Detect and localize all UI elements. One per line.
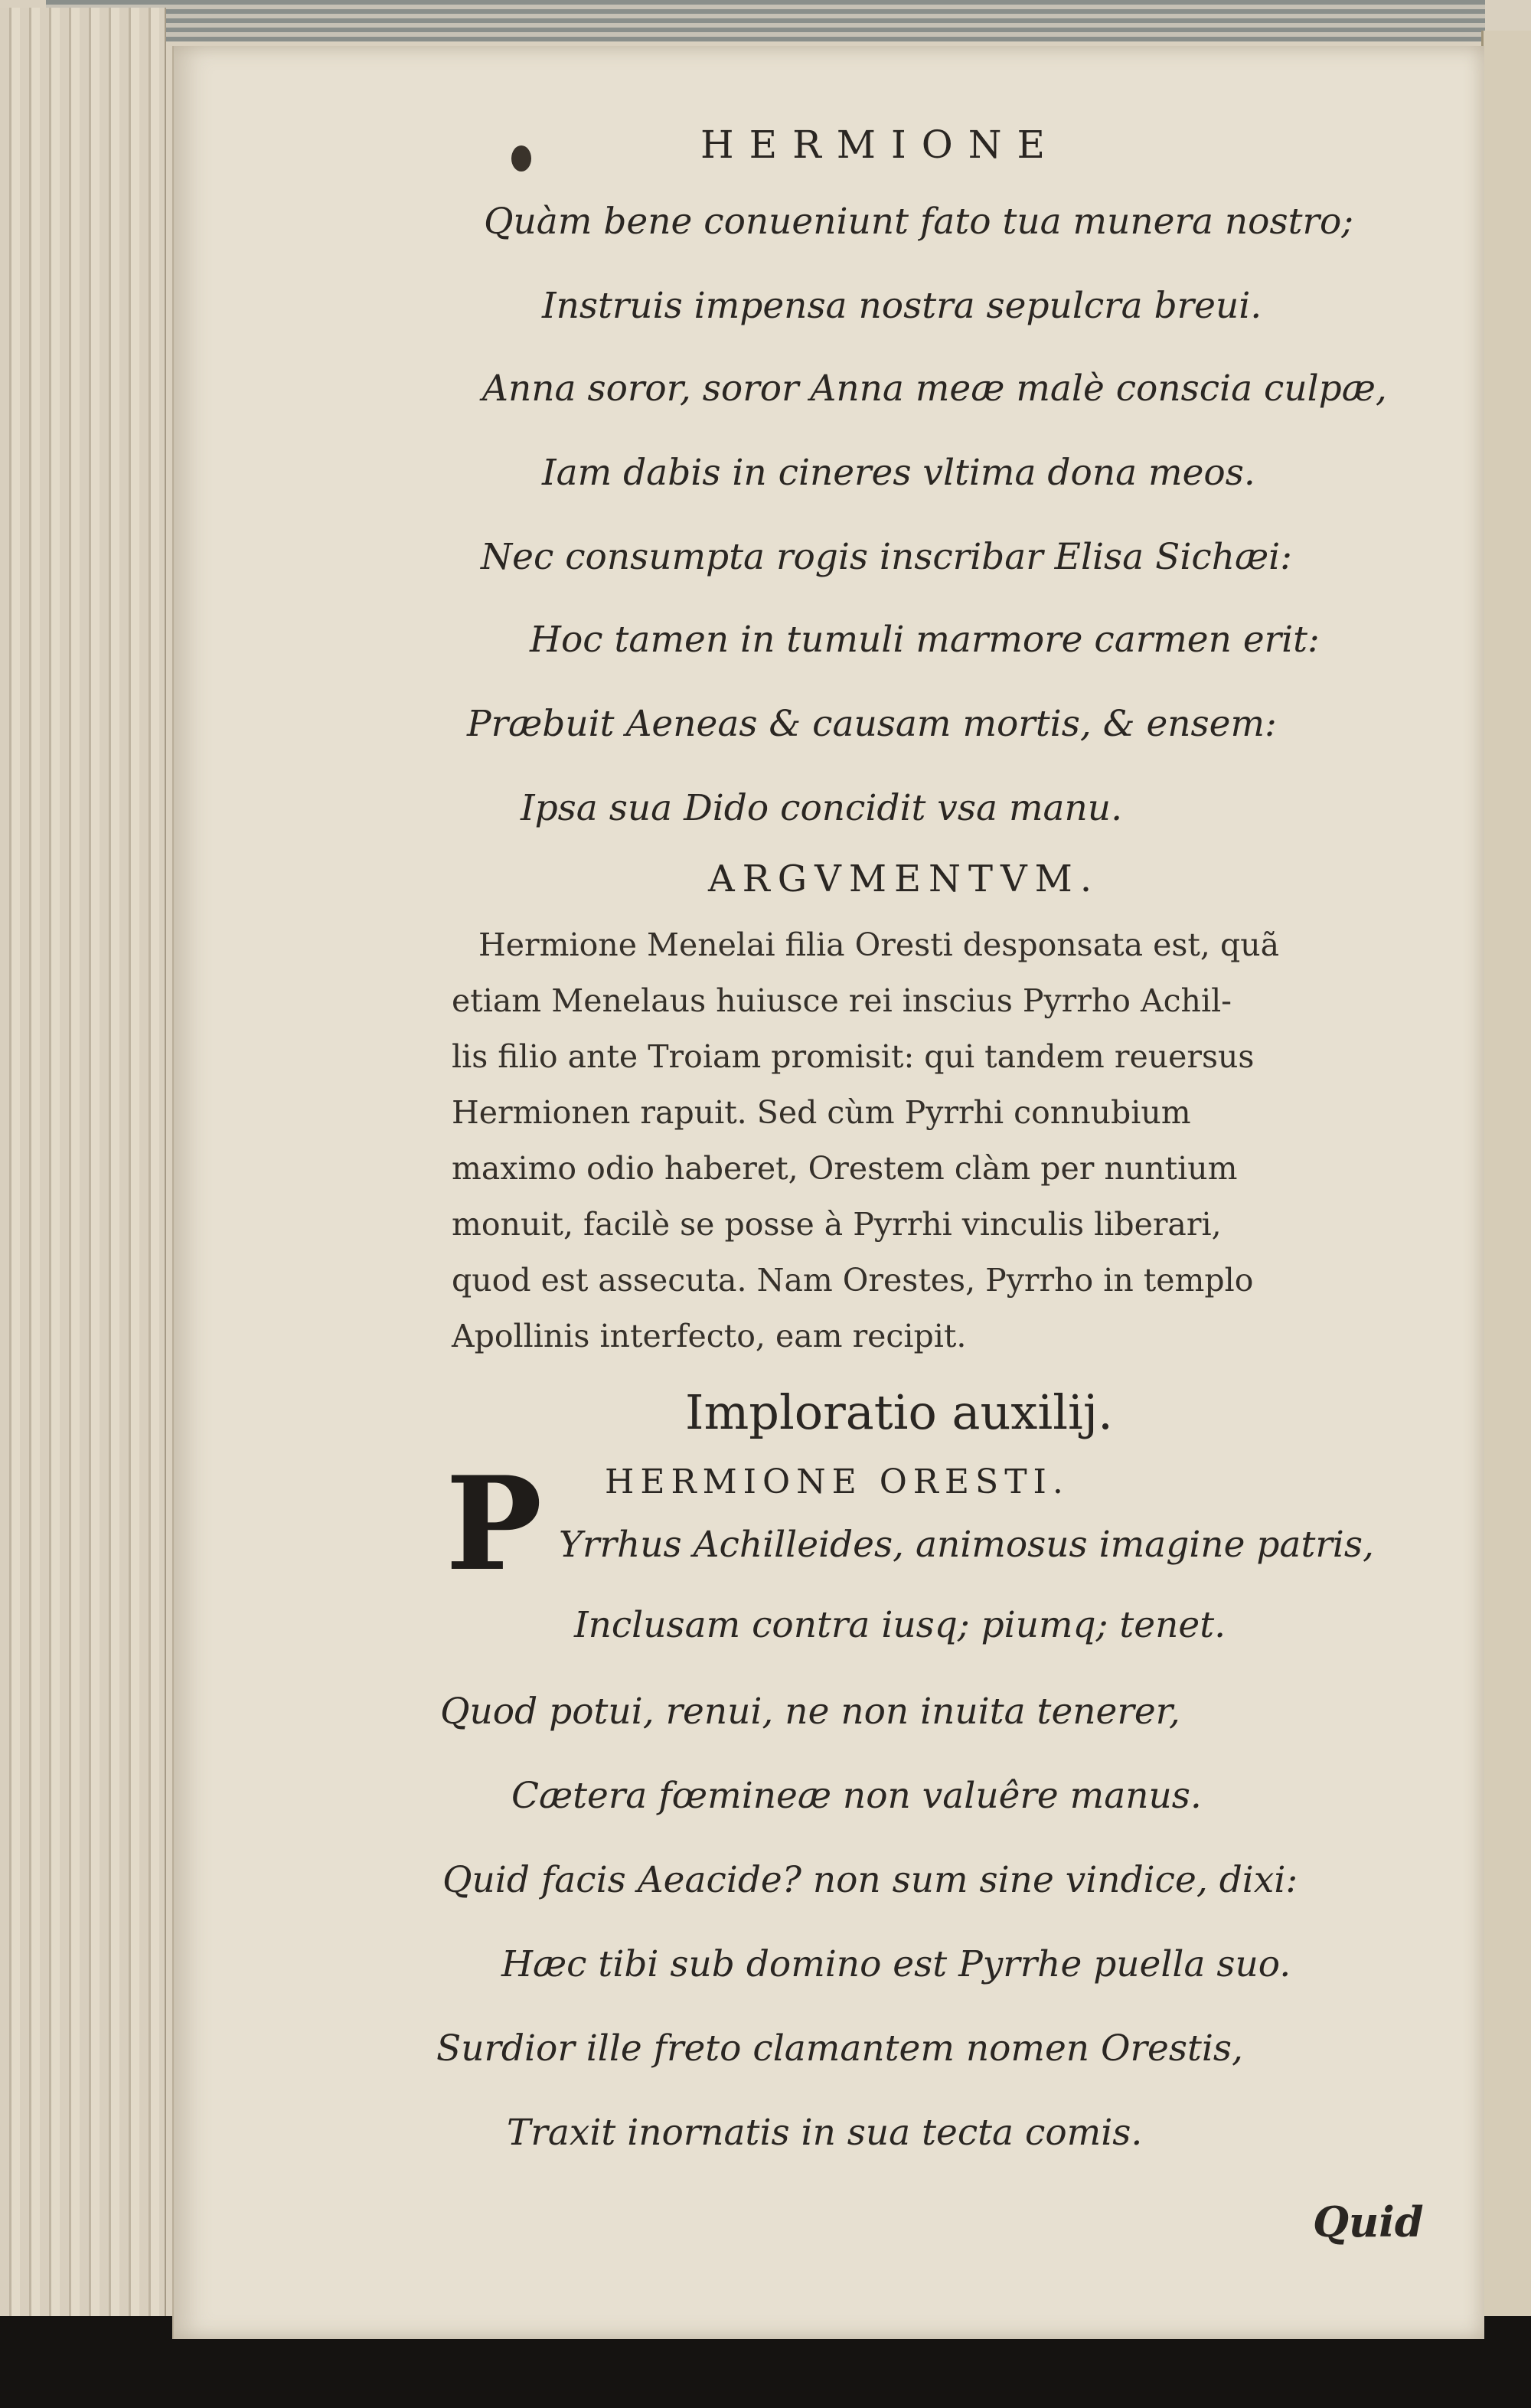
epistle-subtitle: Imploratio auxilij. bbox=[685, 1384, 1113, 1440]
drop-cap: P bbox=[446, 1448, 543, 1599]
poem-line: Quod potui, renui, ne non inuita tenerer, bbox=[440, 1691, 1180, 1733]
catchword: Quid bbox=[1313, 2197, 1424, 2246]
page-stack-left bbox=[0, 8, 166, 2328]
poem-line: Hæc tibi sub domino est Pyrrhe puella suo. bbox=[501, 1943, 1291, 1985]
argument-line: quod est assecuta. Nam Orestes, Pyrrho in templo bbox=[452, 1262, 1254, 1299]
poem-line: Cætera fœmineæ non valuêre manus. bbox=[511, 1775, 1202, 1817]
poem-line: Yrrhus Achilleides, animosus imagine patris, bbox=[559, 1524, 1374, 1566]
verse-line: Anna soror, soror Anna meæ malè conscia culpæ, bbox=[482, 368, 1387, 410]
argument-line: Hermionen rapuit. Sed cùm Pyrrhi connubium bbox=[452, 1094, 1191, 1131]
poem-line: Inclusam contra iusq; piumq; tenet. bbox=[574, 1604, 1226, 1646]
verse-line: Quàm bene conueniunt fato tua munera nostro; bbox=[484, 201, 1354, 243]
verse-line: Præbuit Aeneas & causam mortis, & ensem: bbox=[467, 703, 1277, 745]
verse-line: Ipsa sua Dido concidit vsa manu. bbox=[521, 787, 1123, 829]
argument-line: monuit, facilè se posse à Pyrrhi vinculis liberari, bbox=[452, 1206, 1222, 1243]
poem-line: Surdior ille freto clamantem nomen Orestis, bbox=[436, 2027, 1243, 2070]
verse-line: Iam dabis in cineres vltima dona meos. bbox=[542, 452, 1255, 494]
argument-heading: ARGVMENTVM. bbox=[708, 858, 1100, 900]
argument-line: maximo odio haberet, Orestem clàm per nuntium bbox=[452, 1150, 1238, 1187]
facing-page-edge bbox=[1481, 31, 1531, 2328]
ink-spot bbox=[511, 145, 531, 172]
running-head: HERMIONE bbox=[700, 123, 1060, 167]
verse-line: Hoc tamen in tumuli marmore carmen erit: bbox=[530, 619, 1320, 661]
epistle-speaker: HERMIONE ORESTI. bbox=[605, 1462, 1069, 1501]
argument-line: Apollinis interfecto, eam recipit. bbox=[452, 1318, 967, 1354]
verse-line: Instruis impensa nostra sepulcra breui. bbox=[542, 285, 1262, 327]
argument-line: Hermione Menelai filia Oresti desponsata est, quã bbox=[478, 926, 1280, 963]
poem-line: Quid facis Aeacide? non sum sine vindice, dixi: bbox=[442, 1859, 1298, 1901]
verse-line: Nec consumpta rogis inscribar Elisa Sichæi: bbox=[481, 536, 1293, 578]
argument-line: etiam Menelaus huiusce rei inscius Pyrrho Achil- bbox=[452, 982, 1232, 1019]
poem-line: Traxit inornatis in sua tecta comis. bbox=[507, 2112, 1143, 2154]
argument-line: lis filio ante Troiam promisit: qui tandem reuersus bbox=[452, 1038, 1255, 1075]
page-stack-top bbox=[46, 0, 1485, 42]
